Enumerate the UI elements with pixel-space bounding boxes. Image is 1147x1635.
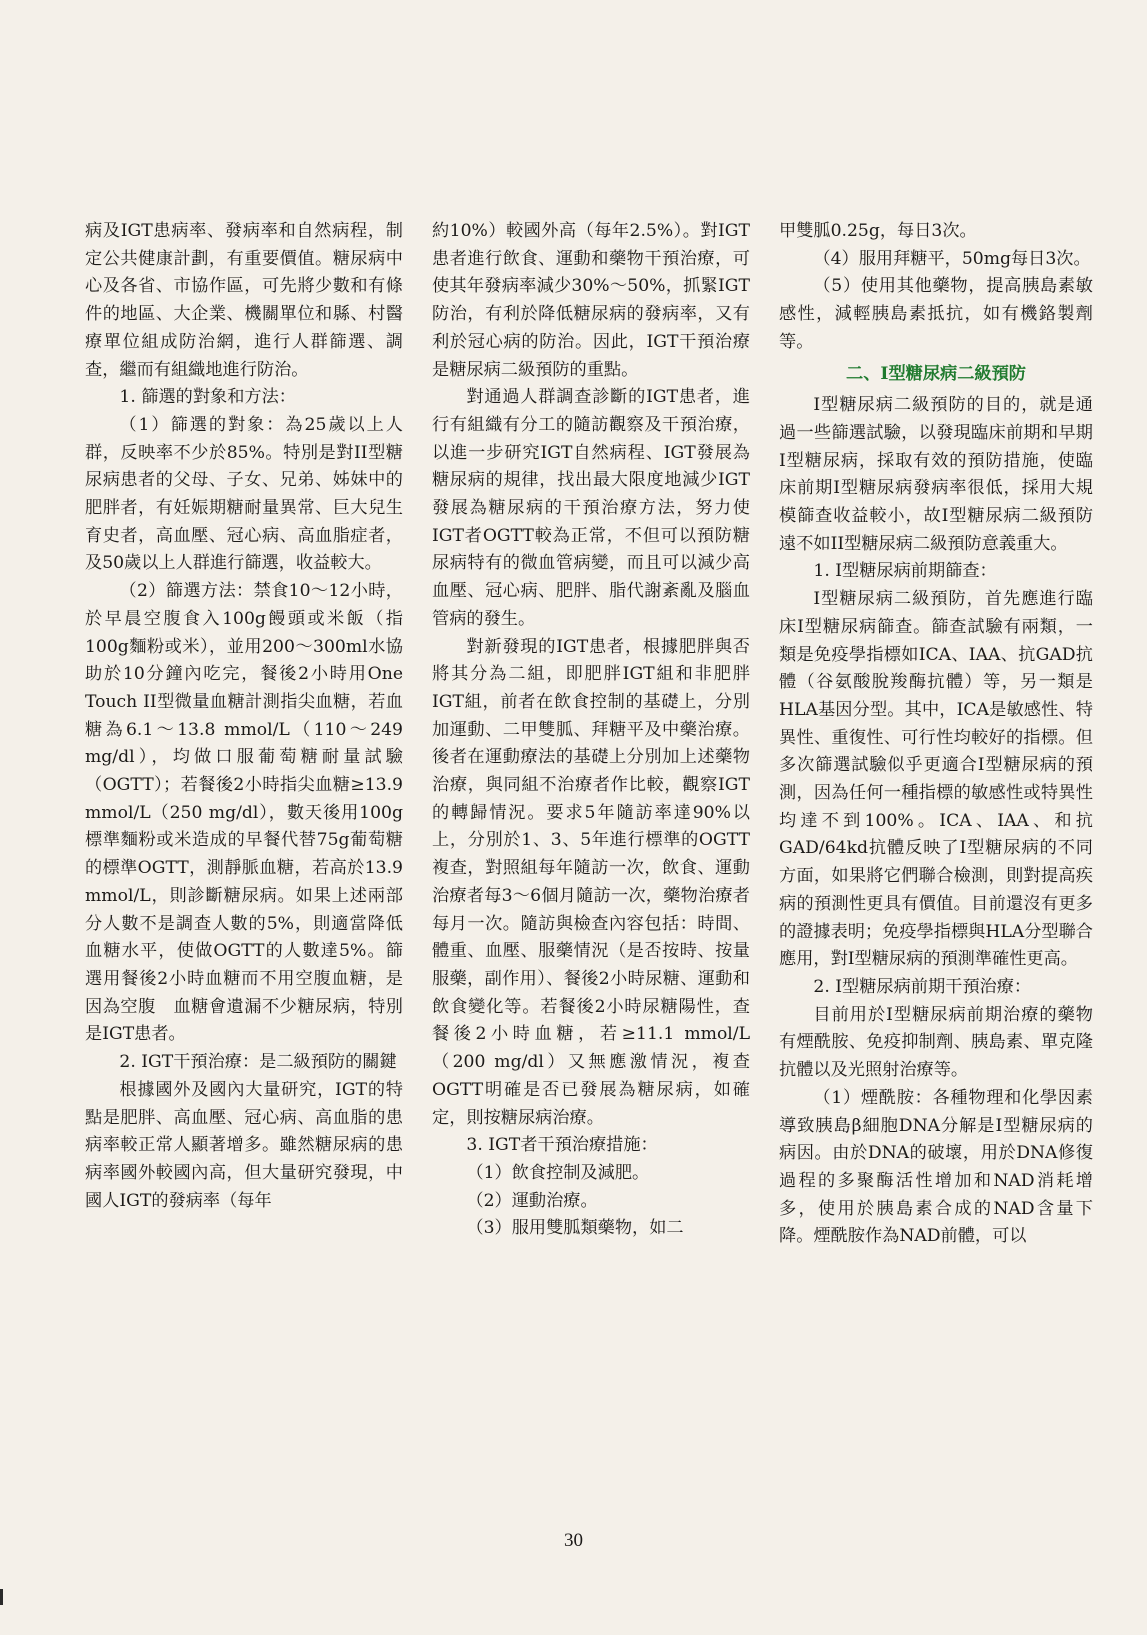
section-heading: 二、I型糖尿病二級預防	[846, 363, 1026, 384]
text-column-3	[779, 218, 1093, 1251]
scan-edge-mark	[0, 1589, 3, 1605]
paragraph: 約10%）較國外高（每年2.5%）。對IGT患者進行飲食、運動和藥物干預治療，可使其年發病率減少30%～50%，抓緊IGT防治，有利於降低糖尿病的發病率，又有利於冠心病的防治。因此，IGT干預治療是糖尿病二級預防的重點。	[432, 221, 750, 380]
text-column-2	[432, 218, 750, 1243]
paragraph: （1）飲食控制及減肥。	[466, 1162, 650, 1183]
paragraph: 甲雙胍0.25g，每日3次。	[779, 221, 977, 241]
paragraph: （4）服用拜糖平，50mg每日3次。	[813, 248, 1091, 269]
paragraph: I型糖尿病二級預防，首先應進行臨床I型糖尿病篩查。篩查試驗有兩類，一類是免疫學指標如ICA、IAA、抗GAD抗體（谷氨酸脫羧酶抗體）等，另一類是HLA基因分型。其中，ICA是敏感性、特異性、重復性、可行性均較好的指標。但多次篩選試驗似乎更適合I型糖尿病的預測，因為任何一種指標的敏感性或特異性均達不到100%。ICA、IAA、和抗GAD/64kd抗體反映了I型糖尿病的不同方面，如果將它們聯合檢測，則對提高疾病的預測性更具有價值。目前還沒有更多的證據表明；免疫學指標與HLA分型聯合應用，對I型糖尿病的預測準確性更高。	[779, 589, 1093, 970]
paragraph: 對新發現的IGT患者，根據肥胖與否將其分為二組，即肥胖IGT組和非肥胖IGT組，前者在飲食控制的基礎上，分別加運動、二甲雙胍、拜糖平及中藥治療。後者在運動療法的基礎上分別加上述藥物治療，與同組不治療者作比較，觀察IGT的轉歸情況。要求5年隨訪率達90%以上，分別於1、3、5年進行標準的OGTT複查，對照組每年隨訪一次，飲食、運動治療者每3～6個月隨訪一次，藥物治療者每月一次。隨訪與檢查內容包括：時間、體重、血壓、服藥情況（是否按時、按量服藥，副作用）、餐後2小時尿糖、運動和飲食變化等。若餐後2小時尿糖陽性，查餐後2小時血糖，若≥11.1 mmol/L（200 mg/dl）又無應激情況，複查OGTT明確是否已發展為糖尿病，如確定，則按糖尿病治療。	[432, 636, 750, 1128]
paragraph: （1）煙酰胺：各種物理和化學因素導致胰島β細胞DNA分解是I型糖尿病的病因。由於DNA的破壞，用於DNA修復過程的多聚酶活性增加和NAD消耗增多，使用於胰島素合成的NAD含量下降。煙酰胺作為NAD前體，可以	[779, 1087, 1093, 1247]
paragraph: 對通過人群調查診斷的IGT患者，進行有組織有分工的隨訪觀察及干預治療，以進一步研究IGT自然病程、IGT發展為糖尿病的規律，找出最大限度地減少IGT發展為糖尿病的干預治療方法，努力使IGT者OGTT較為正常，不但可以預防糖尿病特有的微血管病變，而且可以減少高血壓、冠心病、肥胖、脂代謝紊亂及腦血管病的發生。	[432, 387, 750, 629]
paragraph: 3. IGT者干預治療措施：	[466, 1135, 658, 1156]
paragraph: 目前用於I型糖尿病前期治療的藥物有煙酰胺、免疫抑制劑、胰島素、單克隆抗體以及光照射治療等。	[779, 1004, 1093, 1081]
paragraph: 1. I型糖尿病前期篩查：	[813, 561, 997, 582]
paragraph: （1）篩選的對象：為25歲以上人群，反映率不少於85%。特別是對II型糖尿病患者的父母、子女、兄弟、姊妹中的肥胖者，有妊娠期糖耐量異常、巨大兒生育史者，高血壓、冠心病、高血脂症者，及50歲以上人群進行篩選，收益較大。	[85, 414, 403, 574]
paragraph: （3）服用雙胍類藥物，如二	[466, 1218, 684, 1239]
paragraph: 2. I型糖尿病前期干預治療：	[813, 976, 1032, 997]
paragraph: 1. 篩選的對象和方法：	[119, 387, 296, 408]
paragraph: 根據國外及國內大量研究，IGT的特點是肥胖、高血壓、冠心病、高血脂的患病率較正常人顯著增多。雖然糖尿病的患病率國外較國內高，但大量研究發現，中國人IGT的發病率（每年	[85, 1079, 403, 1211]
paragraph: （2）篩選方法：禁食10～12小時，於早晨空腹食入100g饅頭或米飯（指100g麵粉或米），並用200～300ml水協助於10分鐘內吃完，餐後2小時用One Touch II型微量血糖計測指尖血糖，若血糖為6.1～13.8 mmol/L（110～249 mg/dl），均做口服葡萄糖耐量試驗（OGTT）；若餐後2小時指尖血糖≥13.9 mmol/L（250 mg/dl），數天後用100g標準麵粉或米造成的早餐代替75g葡萄糖的標準OGTT，測靜脈血糖，若高於13.9 mmol/L，則診斷糖尿病。如果上述兩部分人數不是調查人數的5%，則適當降低血糖水平，使做OGTT的人數達5%。篩選用餐後2小時血糖而不用空腹血糖，是因為空腹 血糖會遺漏不少糖尿病，特別是IGT患者。	[85, 581, 403, 1045]
paragraph: 病及IGT患病率、發病率和自然病程，制定公共健康計劃，有重要價值。糖尿病中心及各省、市協作區，可先將少數和有條件的地區、大企業、機關單位和縣、村醫療單位組成防治網，進行人群篩選、調查，繼而有組織地進行防治。	[85, 221, 403, 380]
paragraph: I型糖尿病二級預防的目的，就是通過一些篩選試驗，以發現臨床前期和早期I型糖尿病，採取有效的預防措施，使臨床前期I型糖尿病發病率很低，採用大規模篩查收益較小，故I型糖尿病二級預防遠不如II型糖尿病二級預防意義重大。	[779, 395, 1093, 554]
paragraph: （5）使用其他藥物，提高胰島素敏感性，減輕胰島素抵抗，如有機鉻製劑等。	[779, 276, 1093, 352]
text-column-1	[85, 218, 403, 1215]
paragraph: 2. IGT干預治療：是二級預防的關鍵	[119, 1052, 397, 1073]
paragraph: （2）運動治療。	[466, 1190, 598, 1211]
page-number: 30	[564, 1530, 583, 1551]
